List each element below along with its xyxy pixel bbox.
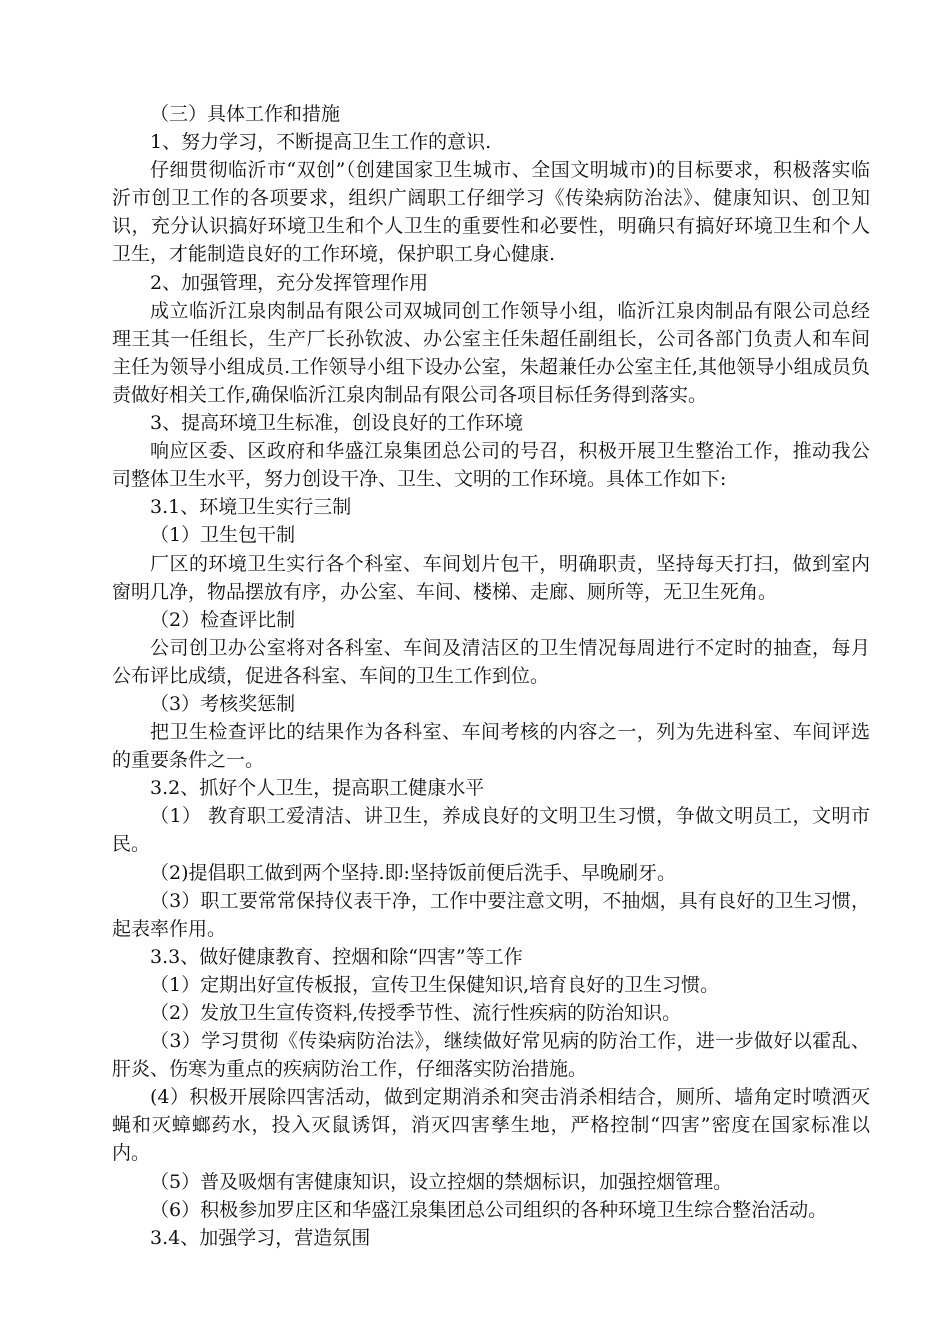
list-item: （2）发放卫生宣传资料,传授季节性、流行性疾病的防治知识。 [150, 1002, 682, 1024]
subheading-3-1: 3.1、环境卫生实行三制 [150, 496, 352, 519]
list-item: （2)提倡职工做到两个坚持.即:坚持饭前便后洗手、早晚刷牙。 [150, 861, 676, 884]
paragraph: 公司创卫办公室将对各科室、车间及清洁区的卫生情况每周进行不定时的抽查，每月公布评比成绩，促进各科室、车间的卫生工作到位。 [112, 636, 870, 687]
list-item: （5）普及吸烟有害健康知识，设立控烟的禁烟标识，加强控烟管理。 [150, 1170, 733, 1193]
section-heading: （三）具体工作和措施 [150, 103, 341, 125]
list-item-heading: （1）卫生包干制 [150, 524, 296, 547]
list-item: （3）学习贯彻《传染病防治法》，继续做好常见病的防治工作，进一步做好以霍乱、肝炎、伤寒为重点的疾病防治工作，仔细落实防治措施。 [112, 1030, 870, 1081]
list-item: （6）积极参加罗庄区和华盛江泉集团总公司组织的各种环境卫生综合整治活动。 [150, 1198, 828, 1221]
subheading-1: 1、努力学习，不断提高卫生工作的意识. [150, 131, 492, 154]
list-item-heading: （2）检查评比制 [150, 608, 296, 631]
list-item: （3）职工要常常保持仪表干净，工作中要注意文明，不抽烟，具有良好的卫生习惯，起表率作用。 [112, 889, 870, 940]
subheading-3-3: 3.3、做好健康教育、控烟和除“四害”等工作 [150, 945, 523, 968]
subheading-3: 3、提高环境卫生标准，创设良好的工作环境 [150, 412, 524, 435]
paragraph: 成立临沂江泉肉制品有限公司双城同创工作领导小组，临沂江泉肉制品有限公司总经理王其一任组长，生产厂长孙钦波、办公室主任朱超任副组长，公司各部门负责人和车间主任为领导小组成员.工作领导小组下设办公室，朱超兼任办公室主任,其他领导小组成员负责做好相关工作,确保临沂江泉肉制品有限公司各项目标任务得到落实。 [112, 299, 870, 406]
list-item: （1）定期出好宣传板报，宣传卫生保健知识,培育良好的卫生习惯。 [150, 973, 720, 996]
paragraph: 把卫生检查评比的结果作为各科室、车间考核的内容之一，列为先进科室、车间评选的重要条件之一。 [112, 721, 870, 772]
paragraph: 仔细贯彻临沂市“双创”（创建国家卫生城市、全国文明城市)的目标要求，积极落实临沂市创卫工作的各项要求，组织广阔职工仔细学习《传染病防治法》、健康知识、创卫知识，充分认识搞好环境卫生和个人卫生的重要性和必要性，明确只有搞好环境卫生和个人卫生，才能制造良好的工作环境，保护职工身心健康. [112, 159, 870, 266]
subheading-3-2: 3.2、抓好个人卫生，提高职工健康水平 [150, 777, 485, 800]
paragraph: 厂区的环境卫生实行各个科室、车间划片包干，明确职责，坚持每天打扫，做到室内窗明几净，物品摆放有序，办公室、车间、楼梯、走廊、厕所等，无卫生死角。 [112, 552, 870, 603]
list-item: （1） 教育职工爱清洁、讲卫生，养成良好的文明卫生习惯，争做文明员工，文明市民。 [112, 805, 870, 856]
list-item-heading: （3）考核奖惩制 [150, 692, 296, 715]
subheading-3-4: 3.4、加强学习，营造氛围 [150, 1226, 371, 1249]
paragraph: 响应区委、区政府和华盛江泉集团总公司的号召，积极开展卫生整治工作，推动我公司整体卫生水平，努力创设干净、卫生、文明的工作环境。具体工作如下: [112, 440, 870, 491]
list-item: (4）积极开展除四害活动，做到定期消杀和突击消杀相结合，厕所、墙角定时喷洒灭蝇和灭蟑螂药水，投入灭鼠诱饵，消灭四害孳生地，严格控制“四害”密度在国家标准以内。 [112, 1086, 870, 1165]
subheading-2: 2、加强管理，充分发挥管理作用 [150, 271, 429, 294]
document-body [112, 100, 870, 1252]
